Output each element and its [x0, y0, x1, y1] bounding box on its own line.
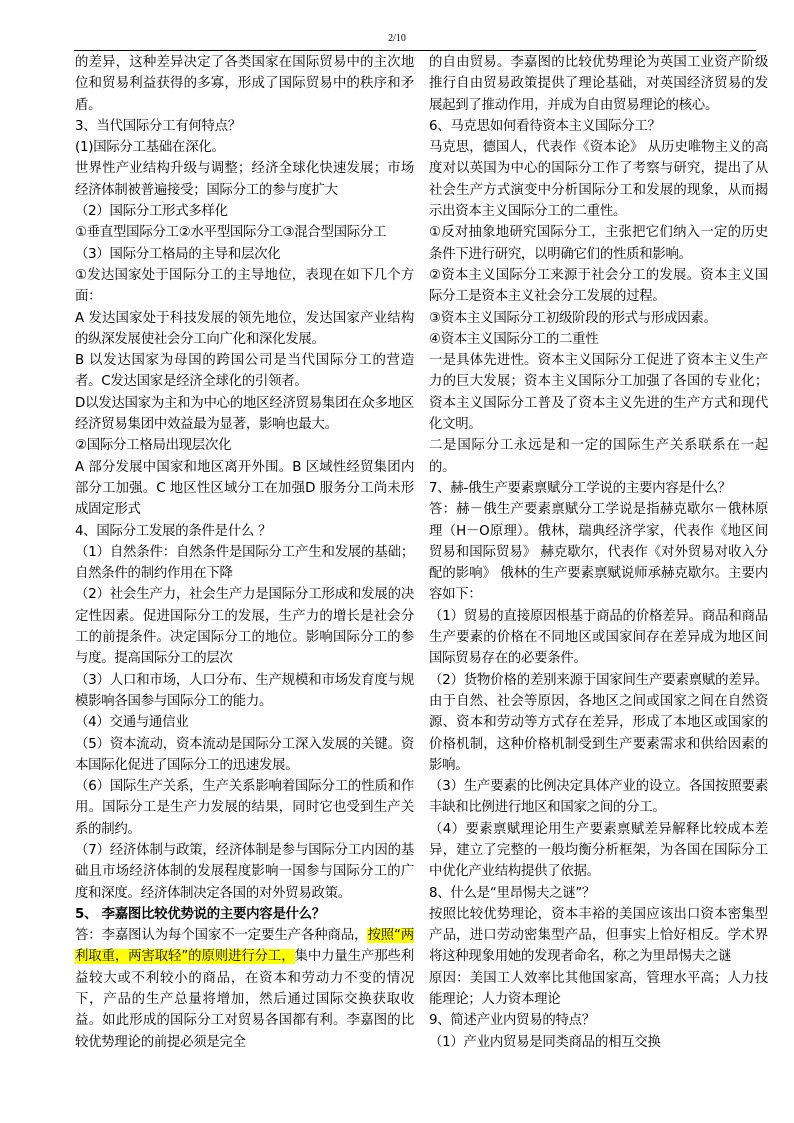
paragraph: D以发达国家为主和为中心的地区经济贸易集团在众多地区经济贸易集团中效益最为显著，影响也最大。 [75, 395, 414, 433]
paragraph: ③资本主义国际分工初级阶段的形式与形成因素。 [429, 310, 717, 326]
paragraph: （1）贸易的直接原因根基于商品的价格差异。商品和商品生产要素的价格在不同地区或国家间存在差异成为地区间国际贸易存在的必要条件。 [429, 608, 768, 667]
right-column [429, 52, 768, 1053]
question-7-heading: 7、赫-俄生产要素禀赋分工学说的主要内容是什么？ [429, 480, 731, 496]
paragraph: ④资本主义国际分工的二重性 [429, 331, 599, 347]
question-4-heading: 4、国际分工发展的条件是什么 ？ [75, 523, 272, 539]
paragraph: （2）国际分工形式多样化 [75, 204, 228, 220]
paragraph: （4）要素禀赋理论用生产要素禀赋差异解释比较成本差异，建立了完整的一般均衡分析框架，为各国在国际分工中优化产业结构提供了依据。 [429, 821, 768, 880]
paragraph: ①垂直型国际分工②水平型国际分工③混合型国际分工 [75, 225, 387, 241]
answer-5-intro: 答：李嘉图认为每个国家不一定要生产各种商品， [75, 928, 368, 944]
paragraph: A 部分发展中国家和地区离开外围。B 区域性经贸集团内部分工加强。C 地区性区域分工在加强D 服务分工尚未形成固定形式 [75, 459, 414, 518]
header-rule [74, 50, 756, 51]
paragraph: （2）社会生产力，社会生产力是国际分工形成和发展的决定性因素。促进国际分工的发展，生产力的增长是社会分工的前提条件。决定国际分工的地位。影响国际分工的参与度。提高国际分工的层次 [75, 587, 414, 667]
paragraph: (1)国际分工基础在深化。 [75, 140, 225, 156]
question-3-heading: 3、当代国际分工有何特点？ [75, 118, 241, 134]
paragraph: 一是具体先进性。资本主义国际分工促进了资本主义生产力的巨大发展；资本主义国际分工加强了各国的专业化；资本主义国际分工普及了资本主义先进的生产方式和现代化文明。 [429, 353, 768, 433]
question-9-heading: 9、简述产业内贸易的特点？ [429, 1013, 595, 1029]
paragraph: （1）自然条件：自然条件是国际分工产生和发展的基础；自然条件的制约作用在下降 [75, 544, 414, 582]
highlighted-principle: 按照“两利取重，两害取轻”的原则进行分工， [75, 928, 415, 965]
paragraph: （6）国际生产关系，生产关系影响着国际分工的性质和作用。国际分工是生产力发展的结果，同时它也受到生产关系的制约。 [75, 779, 414, 837]
paragraph: ②国际分工格局出现层次化 [75, 438, 232, 454]
paragraph: ①反对抽象地研究国际分工，主张把它们纳入一定的历史条件下进行研究，以明确它们的性质和影响。 [429, 225, 768, 262]
question-6-heading: 6、马克思如何看待资本主义国际分工？ [429, 118, 661, 134]
paragraph: （3）人口和市场，人口分布、生产规模和市场发育度与规模影响各国参与国际分工的能力。 [75, 672, 414, 709]
answer-5-rest: 集中力量生产那些利益较大或不利较小的商品，在资本和劳动力不变的情况下，产品的生产总量将增加，然后通过国际交换获取收益。如此形成的国际分工对贸易各国都有利。李嘉图的比较优势理论的前提必须是完全 [75, 949, 415, 1050]
answer-5-paragraph [75, 925, 414, 1053]
paragraph: A 发达国家处于科技发展的领先地位，发达国家产业结构的纵深发展使社会分工向广化和深化发展。 [75, 310, 414, 347]
paragraph: 答：赫－俄生产要素禀赋分工学说是指赫克歇尔－俄林原理（H－O原理）。俄林，瑞典经济学家，代表作《地区间贸易和国际贸易》 赫克歇尔，代表作《对外贸易对收入分配的影响》 俄林的生产要素禀赋说师承赫克歇尔。主要内容如下： [429, 502, 768, 603]
paragraph: ②资本主义国际分工来源于社会分工的发展。资本主义国际分工是资本主义社会分工发展的过程。 [429, 267, 768, 305]
paragraph: ①发达国家处于国际分工的主导地位，表现在如下几个方面： [75, 267, 414, 305]
paragraph: （3）国际分工格局的主导和层次化 [75, 246, 281, 262]
paragraph: 按照比较优势理论，资本丰裕的美国应该出口资本密集型产品，进口劳动密集型产品，但事实上恰好相反。学术界将这种现象用她的发现者命名，称之为里昂惕夫之谜 [429, 906, 768, 965]
paragraph: （5）资本流动，资本流动是国际分工深入发展的关键。资本国际化促进了国际分工的迅速发展。 [75, 736, 414, 773]
page-number: 2/10 [388, 33, 406, 44]
paragraph-continuation: 的自由贸易。李嘉图的比较优势理论为英国工业资产阶级推行自由贸易政策提供了理论基础，对英国经济贸易的发展起到了推动作用，并成为自由贸易理论的核心。 [429, 55, 768, 113]
paragraph: （1）产业内贸易是同类商品的相互交换 [429, 1034, 661, 1050]
paragraph: 二是国际分工永远是和一定的国际生产关系联系在一起的。 [429, 438, 768, 475]
question-5-heading: 5、 李嘉图比较优势说的主要内容是什么？ [75, 906, 326, 922]
paragraph: 世界性产业结构升级与调整；经济全球化快速发展；市场经济体制被普遍接受；国际分工的参与度扩大 [75, 161, 414, 198]
paragraph: 马克思，德国人，代表作《资本论》 从历史唯物主义的高度对以英国为中心的国际分工作了考察与研究，提出了从社会生产方式演变中分析国际分工和发展的现象，从而揭示出资本主义国际分工的二重性。 [429, 140, 768, 220]
paragraph-continuation: 的差异，这种差异决定了各类国家在国际贸易中的主次地位和贸易利益获得的多寡，形成了国际贸易中的秩序和矛盾。 [75, 55, 414, 113]
paragraph: （7）经济体制与政策，经济体制是参与国际分工内因的基础且市场经济体制的发展程度影响一国参与国际分工的广度和深度。经济体制决定各国的对外贸易政策。 [75, 842, 414, 901]
paragraph: （4）交通与通信业 [75, 715, 189, 731]
left-column [75, 52, 414, 1053]
paragraph: （3）生产要素的比例决定具体产业的设立。各国按照要素丰缺和比例进行地区和国家之间的分工。 [429, 779, 768, 816]
paragraph: 原因：美国工人效率比其他国家高，管理水平高；人力技能理论；人力资本理论 [429, 970, 768, 1008]
paragraph: B 以发达国家为母国的跨国公司是当代国际分工的营造者。C发达国家是经济全球化的引领者。 [75, 353, 414, 390]
question-8-heading: 8、什么是“里昂惕夫之谜”？ [429, 885, 596, 901]
paragraph: （2）货物价格的差别来源于国家间生产要素禀赋的差异。由于自然、社会等原因，各地区之间或国家之间在自然资源、资本和劳动等方式存在差异，形成了本地区或国家的价格机制，这种价格机制受到生产要素需求和供给因素的影响。 [429, 672, 768, 773]
